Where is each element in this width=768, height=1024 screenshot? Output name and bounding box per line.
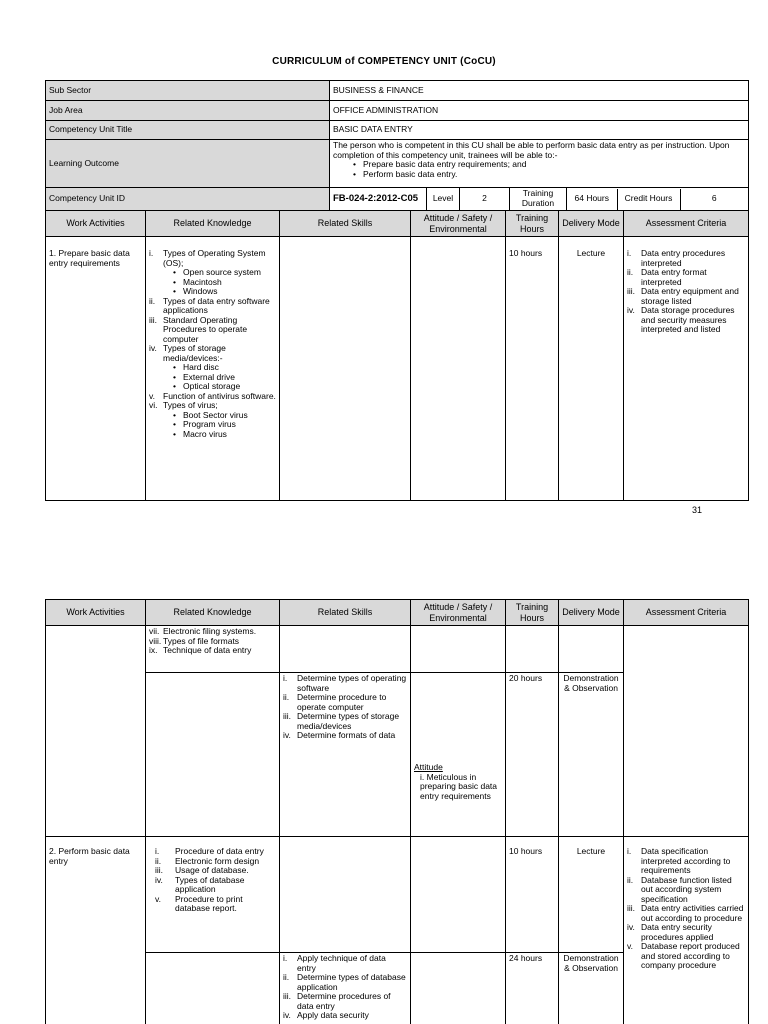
training-duration-label: Training Duration — [510, 188, 567, 211]
row2-assessment — [624, 837, 749, 1024]
list-item: i. Determine types of operating software — [283, 673, 407, 693]
row2-work-activity: 2. Perform basic data entry — [46, 837, 146, 1024]
cu-title-value: BASIC DATA ENTRY — [330, 121, 749, 140]
learning-outcome-item: • Prepare basic data entry requirements; and — [353, 160, 745, 170]
header-attitude: Attitude / Safety / Environmental — [411, 600, 506, 626]
sub-sector-label: Sub Sector — [46, 81, 330, 101]
list-item: • Windows — [173, 287, 276, 297]
p2-delivery1: Demonstration & Observation — [559, 673, 624, 837]
header-assessment-criteria: Assessment Criteria — [624, 600, 749, 626]
header-attitude: Attitude / Safety / Environmental — [411, 211, 506, 237]
list-item: v. Function of antivirus software. — [149, 390, 276, 401]
level-label: Level — [427, 188, 460, 211]
row1-work-activity: 1. Prepare basic data entry requirements — [46, 237, 146, 501]
list-item: iii. Determine types of storage media/devices — [283, 711, 400, 731]
list-item: • Macintosh — [173, 278, 276, 288]
attitude-text: i. Meticulous in preparing basic data entry requirements — [420, 771, 498, 801]
credit-hours-value: 6 — [711, 193, 717, 204]
list-item: iii. Usage of database. — [155, 865, 249, 876]
job-area-label: Job Area — [46, 101, 330, 121]
list-item: iv. Determine formats of data — [283, 730, 396, 741]
row2-hours: 10 hours — [506, 837, 559, 953]
header-work-activities: Work Activities — [46, 600, 146, 626]
list-item: iii. Data entry activities carried out according to procedure — [627, 903, 744, 923]
cu-id-value: FB-024-2:2012-C05 — [330, 188, 427, 211]
list-item: iv. Data entry security procedures applied — [627, 922, 714, 942]
row2-delivery: Lecture — [559, 837, 624, 953]
row1-delivery-mode: Lecture — [559, 237, 624, 501]
list-item: • Hard disc — [173, 363, 276, 373]
list-item: iii. Determine procedures of data entry — [283, 991, 391, 1011]
header-training-hours: Training Hours — [506, 600, 559, 626]
list-item: ii. Determine procedure to operate computer — [283, 692, 387, 712]
list-item: iv. Types of storage media/devices:- • Hard disc • External drive • Optical storage — [149, 344, 276, 392]
list-item: vii. Electronic filing systems. — [149, 626, 257, 636]
list-item: • Program virus — [173, 420, 276, 430]
training-duration-value: 64 Hours — [567, 189, 617, 210]
list-item: ii. Electronic form design — [155, 855, 260, 866]
learning-outcome-text: The person who is competent in this CU shall be able to perform basic data entry as per instruction. Upon completion of this competency unit, trainees will be able to:- — [333, 140, 730, 160]
row2-skills-hours: 24 hours — [506, 953, 559, 1024]
header-training-hours: Training Hours — [506, 211, 559, 237]
header-delivery-mode: Delivery Mode — [559, 600, 624, 626]
list-item: • External drive — [173, 373, 276, 383]
list-item: iii. Standard Operating Procedures to operate computer — [149, 314, 248, 344]
header-delivery-mode: Delivery Mode — [559, 211, 624, 237]
list-item: i. Procedure of data entry — [155, 846, 264, 856]
p2-hours1: 20 hours — [506, 673, 559, 837]
list-item: v. Procedure to print database report. — [155, 893, 243, 914]
list-item: ii. Data entry format interpreted — [627, 267, 707, 287]
header-work-activities: Work Activities — [46, 211, 146, 237]
list-item: • Boot Sector virus — [173, 411, 276, 421]
list-item: i. Data specification interpreted according to requirements — [627, 846, 731, 876]
header-assessment-criteria: Assessment Criteria — [624, 211, 749, 237]
row2-skills — [280, 953, 411, 1024]
learning-outcome-label: Learning Outcome — [46, 140, 330, 188]
list-item: iii. Data entry equipment and storage listed — [627, 286, 739, 306]
list-item: ix. Technique of data entry — [149, 645, 252, 656]
credit-hours-label: Credit Hours — [617, 189, 680, 210]
list-item: iv. Apply data security — [283, 1010, 369, 1021]
list-item: i. Apply technique of data entry — [283, 953, 386, 973]
learning-outcome-item: • Perform basic data entry. — [353, 170, 745, 180]
p2-skills1 — [280, 673, 411, 837]
list-item: iv. Data storage procedures and security measures interpreted and listed — [627, 305, 735, 335]
list-item: vi. Types of virus; • Boot Sector virus • Program virus • Macro virus — [149, 401, 276, 439]
list-item: iv. Types of database application — [155, 874, 245, 895]
attitude-heading: Attitude — [414, 762, 443, 772]
row1-training-hours: 10 hours — [506, 237, 559, 501]
p2-work-blank — [46, 626, 146, 837]
p2-attitude — [411, 673, 506, 837]
cu-title-label: Competency Unit Title — [46, 121, 330, 140]
page-number: 31 — [692, 505, 703, 515]
row2-skills-delivery: Demonstration & Observation — [559, 953, 624, 1024]
header-related-knowledge: Related Knowledge — [146, 211, 280, 237]
list-item: viii. Types of file formats — [149, 635, 240, 646]
header-related-knowledge: Related Knowledge — [146, 600, 280, 626]
level-value: 2 — [460, 188, 510, 211]
document-title: CURRICULUM of COMPETENCY UNIT (CoCU) — [272, 56, 496, 67]
header-related-skills: Related Skills — [280, 211, 411, 237]
list-item: ii. Database function listed out according system specification — [627, 874, 732, 904]
list-item: • Open source system — [173, 268, 276, 278]
sub-sector-value: BUSINESS & FINANCE — [330, 81, 749, 101]
list-item: • Macro virus — [173, 430, 276, 440]
list-item: ii. Determine types of database application — [283, 972, 406, 992]
list-item: v. Database report produced and stored according to company procedure — [627, 941, 740, 971]
activities-table-page2 — [45, 599, 749, 1024]
list-item: ii. Types of data entry software applications — [149, 295, 270, 316]
list-item: i. Data entry procedures interpreted — [627, 248, 726, 268]
cu-id-label: Competency Unit ID — [46, 188, 330, 211]
list-item: • Optical storage — [173, 382, 276, 392]
list-item: i. Types of Operating System (OS); • Open source system • Macintosh • Windows — [149, 249, 276, 297]
p2-knowledge-cont — [146, 626, 280, 673]
row2-knowledge — [146, 837, 280, 953]
header-related-skills: Related Skills — [280, 600, 411, 626]
job-area-value: OFFICE ADMINISTRATION — [330, 101, 749, 121]
